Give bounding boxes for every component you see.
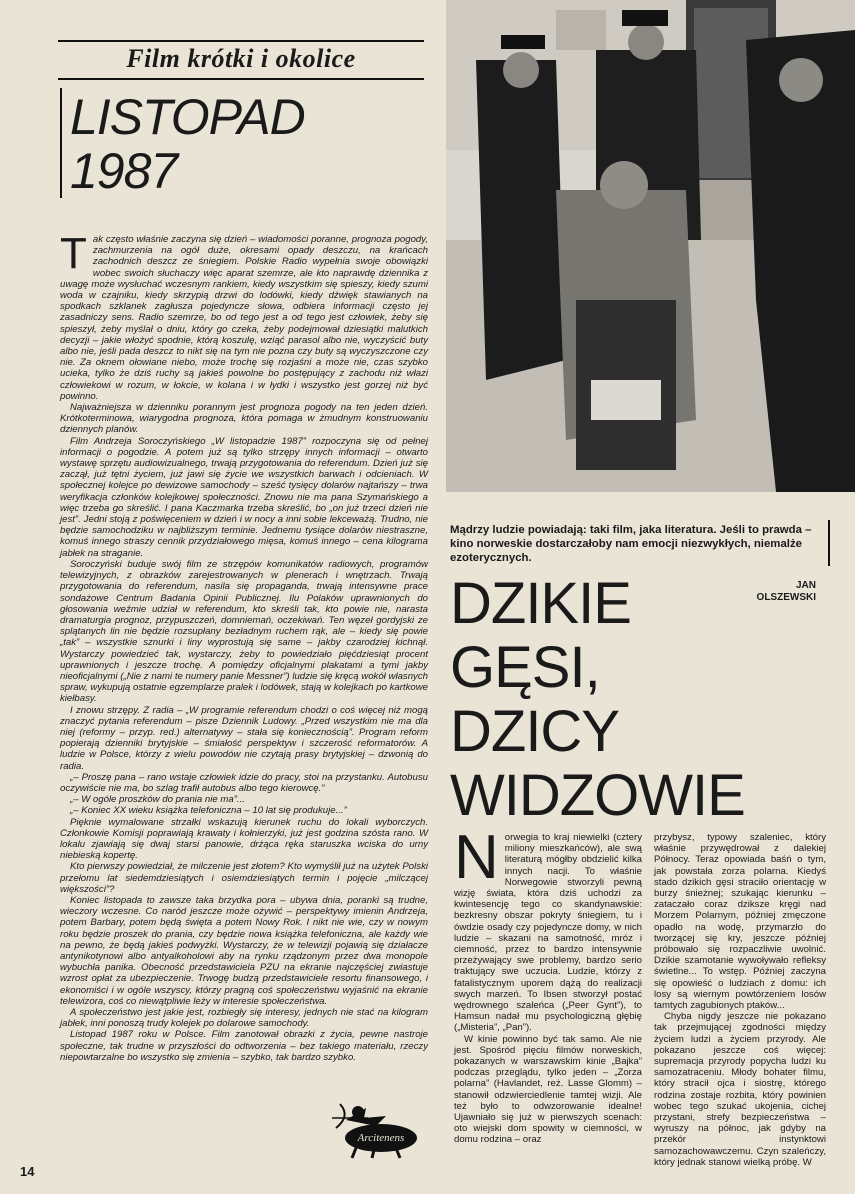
- left-article-paragraph: A społeczeństwo jest jakie jest, rozbiegły się interesy, jednych nie stać na kilogram jabłek, inni ponoszą trudy kolejek po dolarowe samochody.: [60, 1007, 428, 1030]
- page-number: 14: [20, 1164, 35, 1179]
- left-headline-line-2: 1987: [70, 143, 178, 199]
- headline-line-2: GĘSI,: [450, 635, 600, 700]
- right-article-paragraph: Chyba nigdy jeszcze nie pokazano tak przejmującej zgodności między życiem ludzi a życiem przyrody. Ale pokazano jeszcze coś więcej: supremacja przyrody popycha ludzi ku samozatraceniu. Młody bohater filmu, który stracił ojca i siostrę, którego rodzina zostaje rozbita, który powinien wobec tego szukać ukojenia, cichej przystani, strefy bezpieczeństwa – wyruszy na północ, jak gdyby na przekór instynktowi samozachowawczemu. Czyn szaleńczy, który jednak stanowi wielką próbę. W: [654, 1011, 826, 1168]
- dropcap: T: [60, 229, 87, 278]
- left-article: [60, 229, 428, 1063]
- right-article-paragraph: przybysz, typowy szaleniec, który właśnie przywędrował z dalekiej Północy. Teraz opowiada baśń o tym, jak powstała zorza polarna. Kiedyś stado dzikich gęsi straciło orientację w burzy śnieżnej; szukając kierunku – zataczało coraz dziksze kręgi nad Morzem Polarnym, później zmęczone opadło na wodę, przymarzło do tworzącej się kry, jeszcze później próbowało się rozpaczliwie uwolnić. Dzikie szamotanie wywoływało refleksy świetlne... To wstęp. Później zaczyna się opowieść o ludziach z domu: ich losy są wiernym powtórzeniem losów tamtych zagubionych ptaków...: [654, 832, 826, 1012]
- right-article-paragraph: Norwegia to kraj niewielki (cztery miliony mieszkańców), ale swą literaturą mógłby obdzielić kilka innych nacji. To właśnie Norwegowie stworzyli pewną wizję świata, która dziś uchodzi za kwintesencję tego co skandynawskie: bezkresny obszar pokryty śniegiem, tu i ówdzie osady czy pojedyncze domy, w nich ludzie – skazani na samotność, mróz i ciemność, przez to bardzo intensywnie przeżywający swe problemy, bardzo serio traktujący swe uczucia. Ludzie, którzy z fatalistycznym uporem dążą do realizacji swych marzeń. To Ibsen stworzył postać wędrownego szaleńca („Peer Gynt”), to Hamsun nadał mu psychologiczną głębię („Misteria”, „Pan”).: [454, 823, 642, 1034]
- left-article-paragraph: Film Andrzeja Soroczyńskiego „W listopadzie 1987” rozpoczyna się od pełnej informacji o pogodzie. A potem już są tylko strzępy innych informacji – otwarto wystawę sprzętu audiowizualnego, trwają przygotowania do referendum. Dzień już się zaczął, już tętni życiem, już jawi się życie we wszystkich barwach i odcieniach. W społecznej kolejce po dewizowe samochody – sześć tysięcy dolarów najtańszy – trwa weryfikacja członków kolejkowej społeczności. Znowu nie ma pana Szymańskiego a więc trzeba go skreślić. I pana Kaczmarka trzeba skreślić, bo „on już trzeci dzień nie jest”. Jedni stoją z poświęceniem w dzień i w nocy a inni sobie lekceważą. Trudno, nie będzie samochodziku w najbliższym terminie. Jednemu tysiące dolarów niestraszne, komuś innego straszy cennik przydziałowego mięsa, komuś innego – cena kilograma jabłek na straganie.: [60, 435, 428, 559]
- left-article-paragraph: Tak często właśnie zaczyna się dzień – wiadomości poranne, prognoza pogody, zachmurzenia na ogół duże, okresami opady deszczu, na krańcach zachodnich deszcz ze śniegiem. Polskie Radio wypełnia swoje obowiązki wobec swoich słuchaczy więc aparat szemrze, ale kto naprawdę dziennika z uwagę może wysłuchać wczesnym rankiem, kiedy wszystkim się spieszy, kiedy szumi woda w czajniku, kiedy skrzypią drzwi do lodówki, kiedy dźwięk stawianych na spodkach szklanek zagłusza pojedyncze słowa, odbiera informacji często jej zasadniczy sens. Radio szemrze, bo od tego jest a od tego jest człowiek, żeby się spieszył, żeby myślał o dniu, który go czeka, żeby podejmował dziesiątki malutkich decyzji – jakie włożyć spodnie, którą koszulę, wziąć parasol albo nie, wyczyścić buty albo nie, jeśli pada deszcz to nikt się na tym nie pozna czy buty są wyczyszczone czy nie. Za oknem ołowiane niebo, może trochę się rozjaśni a może nie, czas szybko ucieka, tylko że dziś ruchy są jakieś powolne bo postępujący z zachodu niż włazi człowiekowi w rozum, w łokcie, w kolana i w łydki i wszystko jest gorzej niż być powinno.: [60, 229, 428, 402]
- top-rule: [58, 40, 424, 42]
- headline-bar: [60, 88, 62, 198]
- headline-line-3: DZICY: [450, 699, 619, 764]
- series-rule: [58, 78, 424, 80]
- left-article-paragraph: Kto pierwszy powiedział, że milczenie jest złotem? Kto wymyślił już na użytek Polski przełomu lat siedemdziesiątych i osiemdziesiątych termin i pojęcie „milczącej większości”?: [60, 861, 428, 895]
- author-first-name: JAN: [795, 580, 816, 591]
- headline-line-1: DZIKIE: [450, 571, 631, 636]
- left-article-paragraph: „– W ogóle proszków do prania nie ma”...: [70, 794, 245, 806]
- lead-paragraph: Mądrzy ludzie powiadają: taki film, jaka literatura. Jeśli to prawda – kino norweskie dostarczałoby nam emocji niezwykłych, niemalże ezoterycznych.: [450, 524, 812, 564]
- left-article-paragraph: Najważniejsza w dzienniku porannym jest prognoza pogody na ten jeden dzień. Krótkoterminowa, wiarygodna prognoza, która pomaga w żmudnym konstruowaniu dziennych planów.: [60, 402, 428, 436]
- headline-line-4: WIDZOWIE: [450, 763, 745, 828]
- left-article-paragraph: Pięknie wymalowane strzałki wskazują kierunek ruchu do lokali wyborczych. Członkowie Komisji poprawiają krawaty i kołnierzyki, już jest godzina szósta rano. W lokalu zjawiają się dwaj starsi panowie, drżąca ręka staruszka wciska do urny niebieską kopertę.: [60, 816, 428, 862]
- left-article-paragraph: I znowu strzępy. Z radia – „W programie referendum chodzi o coś więcej niż mogą znaczyć pytania referendum – pisze Dziennik Ludowy. „Przed wszystkim nie ma dla niej (reformy – przyp. red.) alternatywy – stała się koniecznością”. Program reform popierają dzienniki brytyjskie – śmiałość perspektyw i szczerość reformatorów. A ludzie w Polsce, którzy z wielu powodów nie czytają prasy brytyjskiej – dzwonią do radia.: [60, 704, 428, 772]
- right-article-column-2: [654, 832, 826, 1168]
- logo-text: Arcitenens: [357, 1132, 405, 1144]
- left-article-paragraph: „– Koniec XX wieku książka telefoniczna – 10 lat się produkuje...”: [70, 805, 347, 817]
- series-title: Film krótki i okolice: [126, 44, 356, 73]
- left-article-paragraph: Koniec listopada to zawsze taka brzydka pora – ubywa dnia, poranki są trudne, wieczory wczesne. Co naród jeszcze może ożywić – perspektywy imienin Andrzeja, potem Barbary, potem będą święta a potem Nowy Rok. I nikt nie wie, czy w nowym roku będzie proszek do prania, czy będzie nowa książka telefoniczna, ale każdy wie na pewno, że będą jakieś podwyżki. Wystarczy, że w telewizji pojawią się działacze antynikotynowi albo antyalkoholowi aby na rynku rządzonym przez dwa monopole wybuchła panika. Obecność przedstawiciela PZU na ekranie najczęściej zwiastuje wzrost opłat za ubezpieczenie. Trwogę budzą przedstawiciele resortu finansowego, i ekonomiści i w ogóle wszyscy, którzy pragną coś społeczeństwu wyjaśnić na ekranie telewizora, coś co niewątpliwie leży w interesie społeczeństwa.: [60, 894, 428, 1007]
- left-article-paragraph: Listopad 1987 roku w Polsce. Film zanotował obrazki z życia, pewne nastroje społeczne, tak trudne w przyszłości do odtworzenia – bez takiego materiału, rzeczy niepowtarzalne bo wszystko się zmienia – szybko, tak bardzo szybko.: [60, 1029, 428, 1063]
- left-headline-line-1: LISTOPAD: [70, 89, 305, 145]
- left-article-paragraph: Soroczyński buduje swój film ze strzępów komunikatów radiowych, programów telewizyjnych, z obrazków zarejestrowanych w plenerach i wnętrzach. Trwają przygotowania do referendum, nasila się propaganda, trwają intensywne prace sondażowe Centrum Badania Opinii Publicznej. Ilu Polaków uprawnionych do głosowania weźmie udział w referendum, kto skreśli tak, kto powie nie, narasta dramaturgia prognoz, przypuszczeń, domniemań, oczekiwań. Ten węzeł gordyjski ze splątanych lin nie będzie rozsupłany bezładnym ruchem rąk, ale – kiedy się powie „tak” – wszystkie sznurki i liny wyprostują się same – jakby czarodziej kichnął. Wystarczy powiedzieć tak, wystarczy, żeby to powiedziało pięćdziesiąt procent uprawnionych i jeszcze trochę. A pomiędzy oficjalnymi plakatami a tymi jakby nieoficjalnymi („Nie z nami te numery panie Messner”) ludzie się kręcą wokół własnych spraw, wykupują ostatnie egzemplarze pralek i lodówek, stają w kolejkach po kartkowe kiełbasy.: [60, 558, 428, 705]
- lead-bar: [828, 520, 830, 566]
- film-still-photo: [446, 0, 855, 492]
- right-article-column-1: [454, 823, 642, 1146]
- author-last-name: OLSZEWSKI: [756, 592, 816, 603]
- sagittarius-logo: [326, 1098, 426, 1160]
- right-article-paragraph: W kinie powinno być tak samo. Ale nie jest. Spośród pięciu filmów norweskich, pokazanych w warszawskim kinie „Bajka” podczas przeglądu, tylko jeden – „Zorza polarna” (Havlandet, reż. Lasse Glomm) – stanowił odzwierciedlenie tamtej wizji. Ale też było to odwzorowanie idealne! Ujawniało się już w pierwszych scenach: oto wiejski dom spowity w ciemności, w domu rodzina – oraz: [454, 1033, 642, 1146]
- right-headline: [450, 572, 830, 828]
- left-headline: [70, 90, 305, 198]
- left-article-paragraph: „– Proszę pana – rano wstaje człowiek idzie do pracy, stoi na przystanku. Autobusu oczywiście nie ma, bo szlag trafił autobus albo tego kierowcę.”: [60, 771, 428, 794]
- dropcap: N: [454, 823, 499, 892]
